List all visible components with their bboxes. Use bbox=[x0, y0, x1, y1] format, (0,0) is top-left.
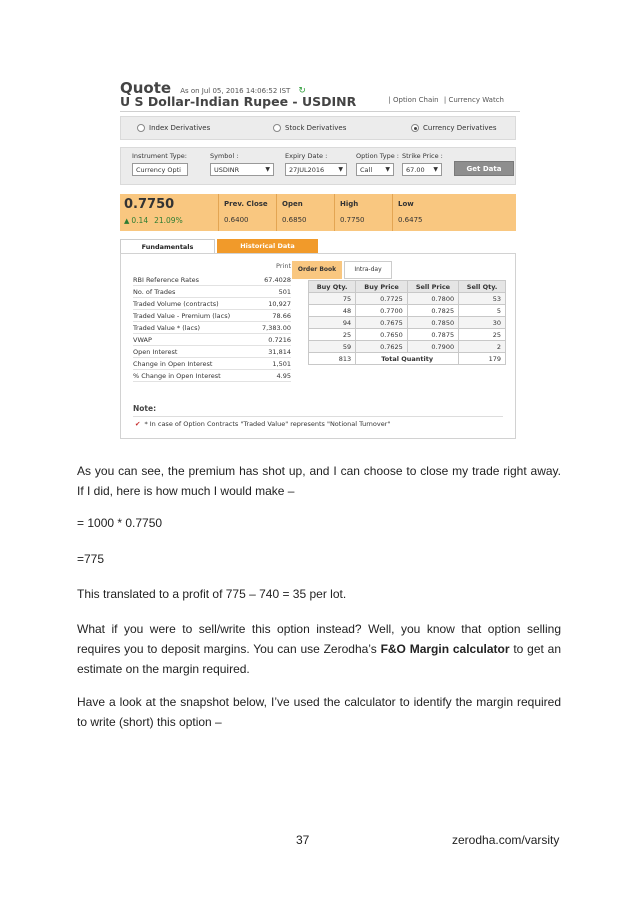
prev-close-cell: Prev. Close 0.6400 bbox=[218, 194, 276, 231]
chevron-down-icon: ▼ bbox=[433, 166, 438, 173]
radio-icon[interactable] bbox=[137, 124, 145, 132]
option-type-select[interactable]: Call ▼ bbox=[356, 163, 394, 176]
table-header-row bbox=[309, 281, 506, 293]
paragraph-premium: As you can see, the premium has shot up, and I can choose to close my trade right away. If I did, here is how much I would make – bbox=[77, 464, 561, 498]
paragraph-margin: What if you were to sell/write this option instead? Well, you know that option selling requires you to deposit margins. You can use Zerodha’s F&O Margin calculator to get an estimate on the margin required. bbox=[77, 622, 561, 676]
calc-line-1: = 1000 * 0.7750 bbox=[77, 516, 163, 530]
filter-bar bbox=[120, 147, 516, 185]
instrument-type-filter: Instrument Type: Currency Opti bbox=[132, 152, 188, 176]
table-row: 94 0.7675 0.7850 30 bbox=[309, 317, 506, 329]
site-url: zerodha.com/varsity bbox=[452, 833, 560, 847]
check-icon: ✔ bbox=[135, 420, 141, 428]
last-traded-price: 0.7750 bbox=[124, 197, 175, 212]
get-data-button[interactable]: Get Data bbox=[454, 161, 514, 176]
low-cell: Low 0.6475 bbox=[392, 194, 516, 231]
refresh-icon[interactable]: ↻ bbox=[298, 86, 306, 96]
price-summary bbox=[120, 194, 516, 231]
footnote: ✔ * In case of Option Contracts "Traded Value" represents "Notional Turnover" bbox=[135, 420, 391, 428]
instrument-type-select[interactable]: Currency Opti bbox=[132, 163, 188, 176]
symbol-filter: Symbol : USDINR ▼ bbox=[210, 152, 274, 176]
fundamentals-table bbox=[133, 262, 291, 382]
chevron-down-icon: ▼ bbox=[385, 166, 390, 173]
column-header: Sell Qty. bbox=[459, 281, 506, 293]
divider bbox=[133, 416, 503, 417]
strike-price-select[interactable]: 67.00 ▼ bbox=[402, 163, 442, 176]
table-row: 59 0.7625 0.7900 2 bbox=[309, 341, 506, 353]
segment-selector bbox=[120, 116, 516, 140]
table-row: Change in Open Interest 1,501 bbox=[133, 358, 291, 370]
segment-currency-derivatives[interactable]: Currency Derivatives bbox=[411, 124, 497, 132]
print-link[interactable]: Print bbox=[276, 262, 291, 270]
expiry-filter: Expiry Date : 27JUL2016 ▼ bbox=[285, 152, 347, 176]
total-row: 813 Total Quantity 179 bbox=[309, 353, 506, 365]
expiry-select[interactable]: 27JUL2016 ▼ bbox=[285, 163, 347, 176]
price-change: ▲ 0.14 21.09% bbox=[124, 216, 183, 225]
table-row: Traded Volume (contracts) 10,927 bbox=[133, 298, 291, 310]
order-book-table bbox=[308, 280, 506, 365]
chevron-down-icon: ▼ bbox=[338, 166, 343, 173]
open-cell: Open 0.6850 bbox=[276, 194, 334, 231]
arrow-up-icon: ▲ bbox=[124, 217, 130, 225]
table-row: 48 0.7700 0.7825 5 bbox=[309, 305, 506, 317]
table-row: No. of Trades 501 bbox=[133, 286, 291, 298]
note-heading: Note: bbox=[133, 404, 157, 413]
paragraph-profit: This translated to a profit of 775 – 740 = 35 per lot. bbox=[77, 587, 347, 601]
divider bbox=[120, 111, 520, 112]
fundamentals-panel bbox=[120, 253, 516, 439]
quote-screenshot bbox=[118, 73, 520, 439]
table-row: Open Interest 31,814 bbox=[133, 346, 291, 358]
calc-line-2: =775 bbox=[77, 552, 105, 566]
currency-watch-link[interactable]: | Currency Watch bbox=[443, 96, 504, 104]
chevron-down-icon: ▼ bbox=[265, 166, 270, 173]
table-row: RBI Reference Rates 67.4028 bbox=[133, 274, 291, 286]
tab-order-book[interactable]: Order Book bbox=[292, 261, 342, 279]
quote-title: Quote bbox=[120, 79, 172, 97]
table-row: VWAP 0.7216 bbox=[133, 334, 291, 346]
table-row: Traded Value * (lacs) 7,383.00 bbox=[133, 322, 291, 334]
segment-index-derivatives[interactable]: Index Derivatives bbox=[137, 124, 210, 132]
high-cell: High 0.7750 bbox=[334, 194, 392, 231]
page-number: 37 bbox=[296, 833, 310, 847]
table-row: 75 0.7725 0.7800 53 bbox=[309, 293, 506, 305]
option-chain-link[interactable]: | Option Chain bbox=[388, 96, 439, 104]
column-header: Buy Price bbox=[356, 281, 408, 293]
radio-selected-icon[interactable] bbox=[411, 124, 419, 132]
column-header: Sell Price bbox=[407, 281, 458, 293]
symbol-select[interactable]: USDINR ▼ bbox=[210, 163, 274, 176]
tab-historical-data[interactable]: Historical Data bbox=[217, 239, 318, 253]
table-row: 25 0.7650 0.7875 25 bbox=[309, 329, 506, 341]
table-row: Traded Value - Premium (lacs) 78.66 bbox=[133, 310, 291, 322]
margin-calculator-link: F&O Margin calculator bbox=[380, 642, 510, 656]
instrument-name: U S Dollar-Indian Rupee - USDINR bbox=[120, 94, 357, 109]
segment-stock-derivatives[interactable]: Stock Derivatives bbox=[273, 124, 346, 132]
option-type-filter: Option Type : Call ▼ bbox=[356, 152, 399, 176]
tab-intraday[interactable]: Intra-day bbox=[344, 261, 392, 279]
radio-icon[interactable] bbox=[273, 124, 281, 132]
quote-timestamp: As on Jul 05, 2016 14:06:52 IST bbox=[180, 87, 291, 95]
tab-fundamentals[interactable]: Fundamentals bbox=[120, 239, 215, 253]
column-header: Buy Qty. bbox=[309, 281, 356, 293]
quote-links bbox=[385, 96, 504, 104]
strike-price-filter: Strike Price : 67.00 ▼ bbox=[402, 152, 443, 176]
table-row: % Change in Open Interest 4.95 bbox=[133, 370, 291, 382]
paragraph-snapshot: Have a look at the snapshot below, I’ve used the calculator to identify the margin required to write (short) this option – bbox=[77, 695, 561, 729]
